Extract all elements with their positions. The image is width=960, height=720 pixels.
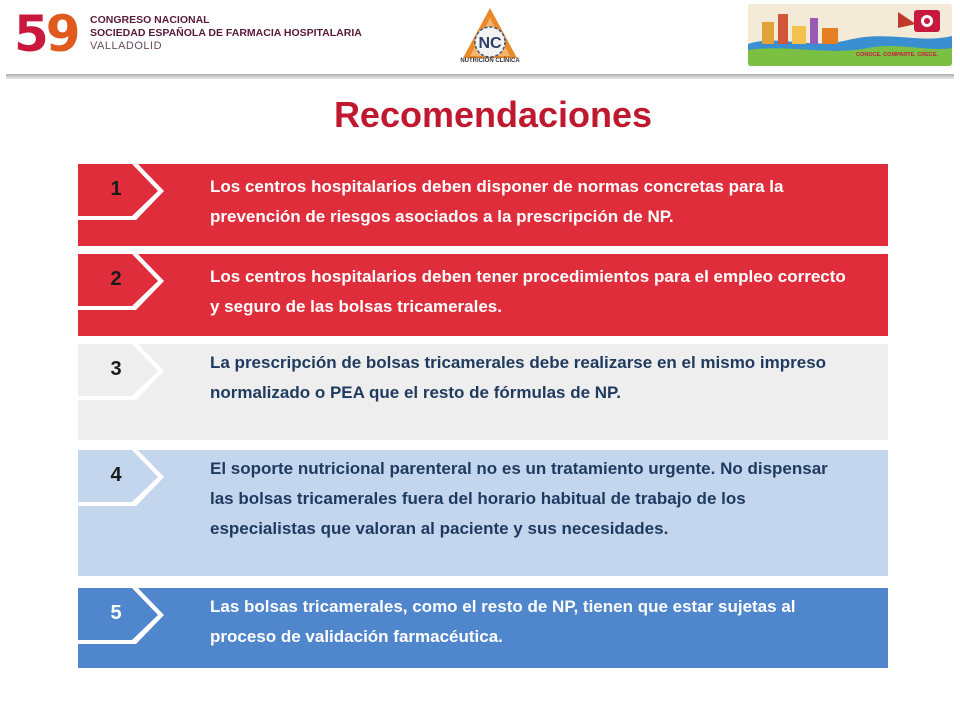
congress-city: VALLADOLID — [90, 40, 163, 52]
page-title: Recomendaciones — [333, 94, 653, 135]
recommendation-text: Los centros hospitalarios deben disponer de normas concretas para la prevención de riesgos asociados a la prescripción de NP. — [210, 177, 784, 226]
congress-line-2: SOCIEDAD ESPAÑOLA DE FARMACIA HOSPITALARIA — [90, 27, 362, 39]
recommendation-number: 5 — [110, 602, 122, 624]
recommendation-number: 2 — [110, 268, 122, 290]
recommendation-text: Los centros hospitalarios deben tener procedimientos para el empleo correcto y seguro de las bolsas tricamerales. — [210, 267, 846, 316]
recommendation-row-2 — [78, 254, 888, 336]
recommendation-number: 4 — [110, 464, 122, 486]
congress-banner — [748, 4, 952, 66]
congress-line-1: CONGRESO NACIONAL — [90, 14, 210, 26]
recommendation-number: 3 — [110, 358, 122, 380]
nc-logo-caption: NUTRICIÓN CLÍNICA — [460, 58, 520, 64]
congress-number — [14, 4, 78, 64]
recommendation-text: El soporte nutricional parenteral no es un tratamiento urgente. No dispensar las bolsas tricamerales fuera del horario habitual de trabajo de los especialistas que valoran al paciente y sus necesidades. — [210, 459, 828, 538]
recommendation-text: La prescripción de bolsas tricamerales debe realizarse en el mismo impreso normalizado o PEA que el resto de fórmulas de NP. — [210, 353, 827, 402]
recommendation-number: 1 — [110, 178, 122, 200]
recommendation-row-1 — [78, 164, 888, 246]
header — [0, 0, 960, 80]
nc-logo-letters: NC — [478, 35, 502, 52]
recommendation-row-3 — [78, 344, 888, 440]
congress-logo — [14, 5, 374, 63]
congress-number-text: 59 — [14, 5, 78, 63]
recommendation-row-4 — [78, 450, 888, 576]
recommendation-text: Las bolsas tricamerales, como el resto de NP, tienen que estar sujetas al proceso de validación farmacéutica. — [210, 597, 796, 646]
congress-lines — [90, 14, 362, 53]
banner-tagline: CONOCE. COMPARTE. CRECE. — [856, 52, 939, 58]
header-divider — [6, 74, 954, 79]
recommendation-row-5 — [78, 588, 888, 668]
